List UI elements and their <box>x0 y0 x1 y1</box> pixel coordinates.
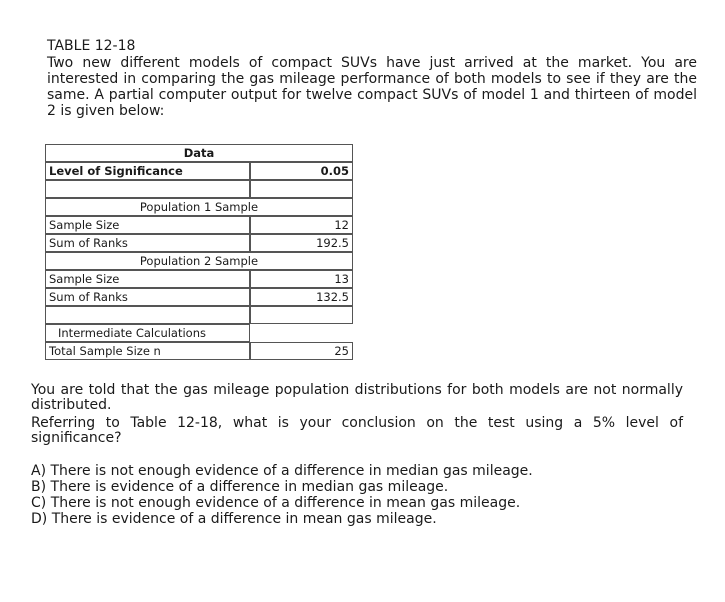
level-label: Level of Significance <box>45 162 250 180</box>
blank-cell <box>250 180 353 198</box>
intro-text-last: model 2 is given below: <box>47 87 697 119</box>
pop1-sum-value: 192.5 <box>250 234 353 252</box>
pop1-sum-row <box>45 234 353 252</box>
level-row <box>45 162 353 180</box>
pop2-size-value: 13 <box>250 270 353 288</box>
question-prompt: Referring to Table 12-18, what is your conclusion on the test using a 5% level of significance? <box>31 415 683 446</box>
data-header: Data <box>45 144 353 162</box>
blank-cell <box>250 324 353 342</box>
intro-paragraph <box>47 55 697 119</box>
pop2-header: Population 2 Sample <box>45 252 353 270</box>
blank-row <box>45 180 353 198</box>
intermediate-header-row <box>45 324 353 342</box>
option-b: B) There is evidence of a difference in median gas mileage. <box>31 479 449 495</box>
blank-cell <box>250 306 353 324</box>
intermediate-header: Intermediate Calculations <box>45 324 250 342</box>
pop1-size-value: 12 <box>250 216 353 234</box>
blank-cell <box>45 306 250 324</box>
pop2-header-row <box>45 252 353 270</box>
pop2-sum-row <box>45 288 353 306</box>
pop1-sum-label: Sum of Ranks <box>45 234 250 252</box>
table-header-row <box>45 144 353 162</box>
intro-text: Two new different models of compact SUVs have just arrived at the market. You are interested in comparing the gas mileage performance of both models to see if they are the same. A partial computer output for twelve compact SUVs of model 1 and thirteen of <box>47 55 697 103</box>
total-label: Total Sample Size n <box>45 342 250 360</box>
total-value: 25 <box>250 342 353 360</box>
blank-cell <box>45 180 250 198</box>
question-block <box>31 383 683 449</box>
pop2-size-label: Sample Size <box>45 270 250 288</box>
question-context: You are told that the gas mileage population distributions for both models are not normally distributed. <box>31 382 683 413</box>
table-title: TABLE 12-18 <box>47 38 136 54</box>
option-a: A) There is not enough evidence of a difference in median gas mileage. <box>31 463 533 479</box>
pop2-size-row <box>45 270 353 288</box>
total-row <box>45 342 353 360</box>
answer-options <box>31 463 533 527</box>
pop2-sum-label: Sum of Ranks <box>45 288 250 306</box>
option-d: D) There is evidence of a difference in mean gas mileage. <box>31 511 437 527</box>
pop1-size-label: Sample Size <box>45 216 250 234</box>
pop1-header: Population 1 Sample <box>45 198 353 216</box>
level-value: 0.05 <box>250 162 353 180</box>
option-c: C) There is not enough evidence of a difference in mean gas mileage. <box>31 495 521 511</box>
pop2-sum-value: 132.5 <box>250 288 353 306</box>
blank-row <box>45 306 353 324</box>
pop1-header-row <box>45 198 353 216</box>
pop1-size-row <box>45 216 353 234</box>
